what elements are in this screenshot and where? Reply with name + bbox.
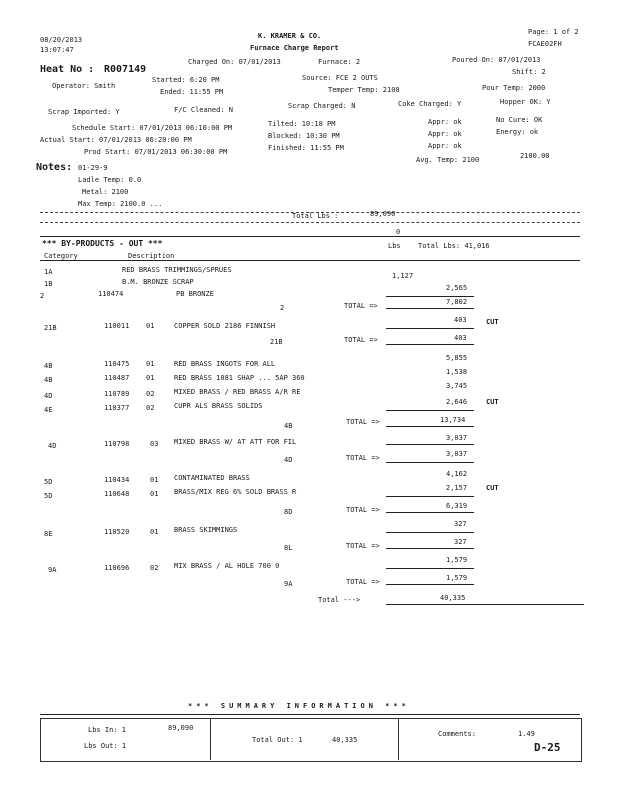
report-title: Furnace Charge Report: [250, 44, 339, 52]
group-code: 9A: [284, 580, 293, 588]
summary-box: [40, 718, 582, 762]
no-cure: No Cure: OK: [496, 116, 543, 124]
subtotal-rule: [386, 512, 474, 513]
furnace: Furnace: 2: [318, 58, 361, 66]
row-cat: 5D: [44, 492, 53, 500]
heat-label: Heat No :: [40, 64, 95, 75]
group-total-label: TOTAL =>: [344, 302, 378, 310]
cut-tag: CUT: [486, 484, 499, 492]
row-seq: 01: [150, 476, 159, 484]
row-desc: CONTAMINATED BRASS: [174, 474, 250, 482]
total-out-label: Total Out: 1: [252, 736, 303, 744]
report-time: 13:07:47: [40, 46, 74, 54]
subtotal-rule: [386, 308, 474, 309]
row-cat: 4D: [48, 442, 57, 450]
row-desc: MIXED BRASS W/ AT ATT FOR FIL: [174, 438, 297, 446]
divider: [40, 260, 580, 261]
subtotal-rule: [386, 532, 474, 533]
row-cat: 4B: [44, 376, 53, 384]
divider: [210, 718, 211, 760]
row-lbs: 327: [454, 520, 467, 528]
group-total: 1,579: [446, 574, 468, 582]
row-seq: 02: [150, 564, 159, 572]
hopper-ok: Hopper OK: Y: [500, 98, 551, 106]
row-seq: 01: [146, 374, 155, 382]
group-code: 21B: [270, 338, 283, 346]
divider: [40, 222, 580, 223]
row-cat: 5D: [44, 478, 53, 486]
subtotal-rule: [386, 426, 474, 427]
ended: Ended: 11:55 PM: [160, 88, 224, 96]
row-item: 110520: [104, 528, 130, 536]
row-seq: 01: [150, 490, 159, 498]
row-item: 110474: [98, 290, 124, 298]
group-code: 4D: [284, 456, 293, 464]
divider: [386, 604, 584, 605]
row-seq: 03: [150, 440, 159, 448]
col-category: Category: [44, 252, 78, 260]
row-desc: MIX BRASS / AL HOLE 700 0: [174, 562, 280, 570]
lbs-in-label: Lbs In: 1: [88, 726, 126, 734]
row-item: 110011: [104, 322, 130, 330]
group-total: 327: [454, 538, 467, 546]
row-desc: RED BRASS TRIMMINGS/SPRUES: [122, 266, 232, 274]
row-item: 110696: [104, 564, 130, 572]
grand-total-value: 40,335: [440, 594, 466, 602]
cut-tag: CUT: [486, 318, 499, 326]
row-cat: 21B: [44, 324, 57, 332]
total-lbs-value-2: 0: [396, 228, 401, 236]
divider: [398, 718, 399, 760]
row-item: 110475: [104, 360, 130, 368]
report-date: 08/20/2013: [40, 36, 83, 44]
company-name: K. KRAMER & CO.: [258, 32, 322, 40]
byproducts-heading: *** BY-PRODUCTS - OUT ***: [42, 239, 163, 248]
row-item: 110648: [104, 490, 130, 498]
lbs-out-label: Lbs Out: 1: [84, 742, 127, 750]
row-lbs: 1,579: [446, 556, 468, 564]
notes-label: Notes:: [36, 162, 73, 173]
total-out-value: 40,335: [332, 736, 358, 744]
source: Source: FCE 2 OUTS: [302, 74, 378, 82]
row-seq: 02: [146, 390, 155, 398]
row-seq: 01: [150, 528, 159, 536]
pour-temp: Pour Temp: 2000: [482, 84, 546, 92]
shift: Shift: 2: [512, 68, 546, 76]
group-total-label: TOTAL =>: [344, 336, 378, 344]
row-lbs: 3,037: [446, 434, 468, 442]
summary-heading: *** SUMMARY INFORMATION ***: [188, 702, 410, 710]
row-item: 110789: [104, 390, 130, 398]
group-total: 6,319: [446, 502, 468, 510]
row-item: 110798: [104, 440, 130, 448]
row-cat: 4E: [44, 406, 53, 414]
group-code: 2: [280, 304, 285, 312]
avg-temp: Avg. Temp: 2100: [416, 156, 480, 164]
row-lbs: 4,162: [446, 470, 468, 478]
row-lbs: 1,538: [446, 368, 468, 376]
group-code: 8D: [284, 508, 293, 516]
row-desc: RED BRASS 1081 SHAP ... 5AP 360: [174, 374, 305, 382]
subtotal-rule: [386, 496, 474, 497]
row-cat: 4B: [44, 362, 53, 370]
subtotal-rule: [386, 328, 474, 329]
total-lbs-value: 89,090: [370, 210, 396, 218]
scrap-charged: Scrap Charged: N: [288, 102, 356, 110]
row-seq: 02: [146, 404, 155, 412]
poured-on: Poured On: 07/01/2013: [452, 56, 541, 64]
group-total-label: TOTAL =>: [346, 578, 380, 586]
byproducts-total: Total Lbs: 41,016: [418, 242, 490, 250]
group-total-label: TOTAL =>: [346, 454, 380, 462]
row-lbs: 3,745: [446, 382, 468, 390]
row-lbs: 403: [454, 316, 467, 324]
row-desc: MIXED BRASS / RED BRASS A/R RE: [174, 388, 301, 396]
row-cat: 9A: [48, 566, 57, 574]
tilted: Tilted: 10:18 PM: [268, 120, 336, 128]
group-total: 7,802: [446, 298, 468, 306]
appr-1: Appr: ok: [428, 118, 462, 126]
row-item: 110377: [104, 404, 130, 412]
group-code: 8L: [284, 544, 293, 552]
avg-temp-value: 2100.00: [520, 152, 550, 160]
document-stamp: D-25: [534, 741, 561, 754]
divider: [40, 714, 580, 715]
energy: Energy: ok: [496, 128, 539, 136]
fc-cleaned: F/C Cleaned: N: [174, 106, 234, 114]
group-total-label: TOTAL =>: [346, 418, 380, 426]
notes-line-2: Ladle Temp: 0.0: [78, 176, 142, 184]
notes-line-4: Max Temp: 2100.0 ...: [78, 200, 163, 208]
divider: [40, 236, 580, 237]
row-lbs: 1,127: [392, 272, 414, 280]
lbs-col-label: Lbs: [388, 242, 401, 250]
subtotal-rule: [386, 548, 474, 549]
subtotal-rule: [386, 462, 474, 463]
row-lbs: 2,157: [446, 484, 468, 492]
actual-start: Actual Start: 07/01/2013 06:20:00 PM: [40, 136, 192, 144]
row-desc: PB BRONZE: [176, 290, 214, 298]
row-desc: BRASS SKIMMINGS: [174, 526, 238, 534]
heat-number: R007149: [104, 64, 147, 75]
row-desc: B.M. BRONZE SCRAP: [122, 278, 194, 286]
subtotal-rule: [386, 410, 474, 411]
schedule-start: Schedule Start: 07/01/2013 06:10:00 PM: [72, 124, 233, 132]
subtotal-rule: [386, 296, 474, 297]
notes-line-3: Metal: 2100: [82, 188, 129, 196]
row-lbs: 2,565: [446, 284, 468, 292]
subtotal-rule: [386, 444, 474, 445]
appr-3: Appr: ok: [428, 142, 462, 150]
report-id: FCAE02FH: [528, 40, 562, 48]
charged-on: Charged On: 07/01/2013: [188, 58, 281, 66]
group-total-label: TOTAL =>: [346, 506, 380, 514]
subtotal-rule: [386, 584, 474, 585]
row-cat: 1A: [44, 268, 53, 276]
comments-label: Comments:: [438, 730, 476, 738]
subtotal-rule: [386, 344, 474, 345]
row-item: 110434: [104, 476, 130, 484]
temper-temp: Temper Temp: 2100: [328, 86, 400, 94]
page-number: Page: 1 of 2: [528, 28, 579, 36]
row-item: 110487: [104, 374, 130, 382]
grand-total-label: Total --->: [318, 596, 361, 604]
row-desc: RED BRASS INGOTS FOR ALL: [174, 360, 276, 368]
row-seq: 01: [146, 360, 155, 368]
row-lbs: 5,855: [446, 354, 468, 362]
blocked: Blocked: 10:30 PM: [268, 132, 340, 140]
scrap-imported: Scrap Imported: Y: [48, 108, 120, 116]
row-cat: 4D: [44, 392, 53, 400]
lbs-in-value: 89,090: [168, 724, 194, 732]
notes-line-1: 01-29-9: [78, 164, 108, 172]
group-total: 13,734: [440, 416, 466, 424]
group-code: 4B: [284, 422, 293, 430]
col-description: Description: [128, 252, 175, 260]
subtotal-rule: [386, 568, 474, 569]
total-lbs-label: Total Lbs :: [292, 212, 339, 220]
row-seq: 01: [146, 322, 155, 330]
row-cat: 1B: [44, 280, 53, 288]
operator: Operator: Smith: [52, 82, 116, 90]
row-desc: COPPER SOLD 2186 FINNISH: [174, 322, 276, 330]
finished: Finished: 11:55 PM: [268, 144, 344, 152]
group-total-label: TOTAL =>: [346, 542, 380, 550]
group-total: 403: [454, 334, 467, 342]
row-cat: 8E: [44, 530, 53, 538]
row-cat: 2: [40, 292, 45, 300]
group-total: 3,037: [446, 450, 468, 458]
comments-value: 1.49: [518, 730, 535, 738]
row-desc: CUPR ALS BRASS SOLIDS: [174, 402, 263, 410]
prod-start: Prod Start: 07/01/2013 06:30:00 PM: [84, 148, 228, 156]
cut-tag: CUT: [486, 398, 499, 406]
appr-2: Appr: ok: [428, 130, 462, 138]
coke-charged: Coke Charged: Y: [398, 100, 462, 108]
started: Started: 6:20 PM: [152, 76, 220, 84]
row-lbs: 2,646: [446, 398, 468, 406]
row-desc: BRASS/MIX REG 6% SOLD BRASS R: [174, 488, 297, 496]
